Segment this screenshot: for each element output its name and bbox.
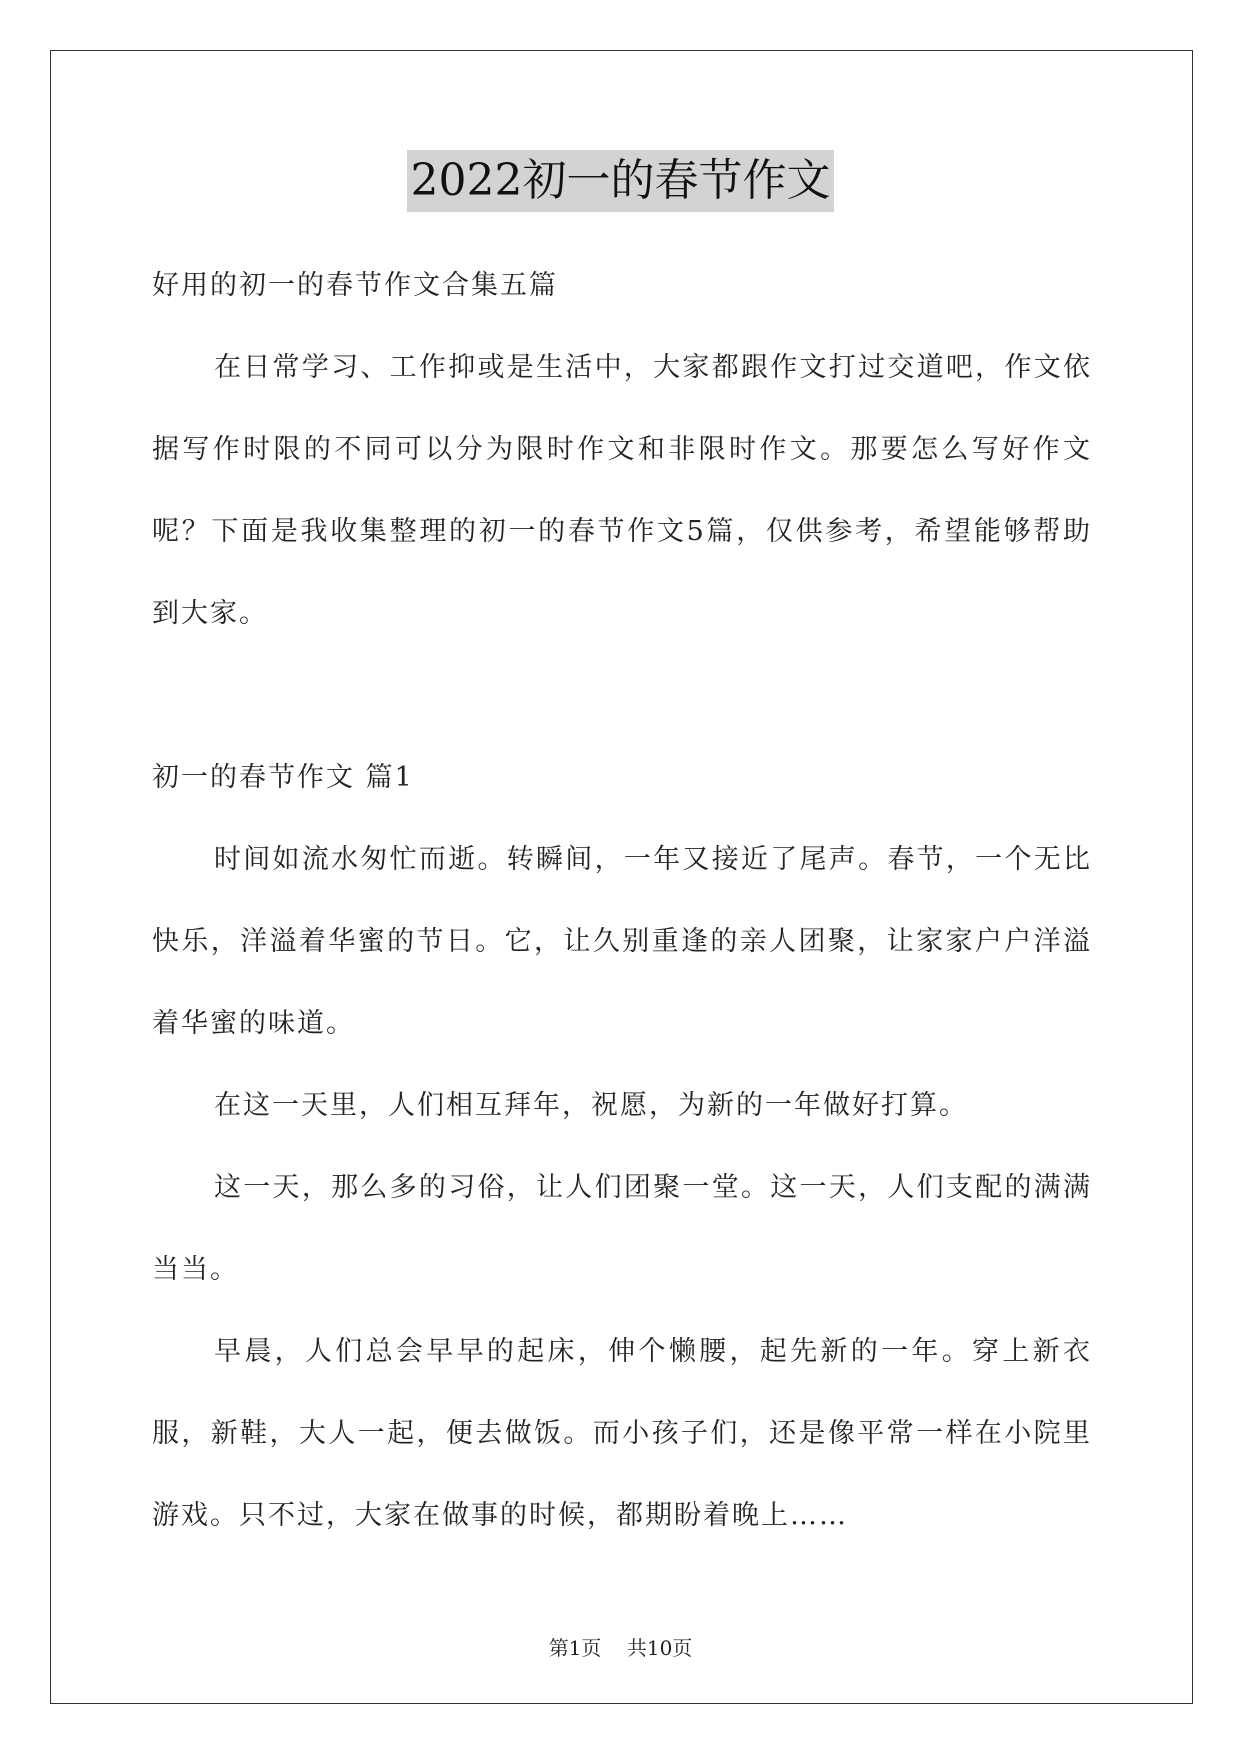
document-title: 2022初一的春节作文 — [407, 150, 835, 212]
body-paragraph: 在这一天里，人们相互拜年，祝愿，为新的一年做好打算。 — [214, 1090, 968, 1121]
section-spacer — [152, 655, 1092, 737]
page-total: 共10页 — [626, 1636, 693, 1660]
title-container — [0, 150, 1241, 212]
body-paragraph: 这一天，那么多的习俗，让人们团聚一堂。这一天，人们支配的满满当当。 — [152, 1172, 1092, 1285]
document-body — [152, 245, 1092, 1557]
document-subtitle: 好用的初一的春节作文合集五篇 — [152, 270, 558, 301]
page-number: 第1页 — [548, 1636, 602, 1660]
page-footer — [0, 1632, 1241, 1661]
body-paragraph: 时间如流水匆忙而逝。转瞬间，一年又接近了尾声。春节，一个无比快乐，洋溢着华蜜的节日。它，让久别重逢的亲人团聚，让家家户户洋溢着华蜜的味道。 — [152, 844, 1092, 1039]
body-paragraph: 早晨，人们总会早早的起床，伸个懒腰，起先新的一年。穿上新衣服，新鞋，大人一起，便去做饭。而小孩子们，还是像平常一样在小院里游戏。只不过，大家在做事的时候，都期盼着晚上…… — [152, 1336, 1092, 1531]
intro-paragraph: 在日常学习、工作抑或是生活中，大家都跟作文打过交道吧，作文依据写作时限的不同可以分为限时作文和非限时作文。那要怎么写好作文呢？下面是我收集整理的初一的春节作文5篇，仅供参考，希望能够帮助到大家。 — [152, 352, 1092, 629]
section-heading: 初一的春节作文 篇1 — [152, 762, 414, 793]
